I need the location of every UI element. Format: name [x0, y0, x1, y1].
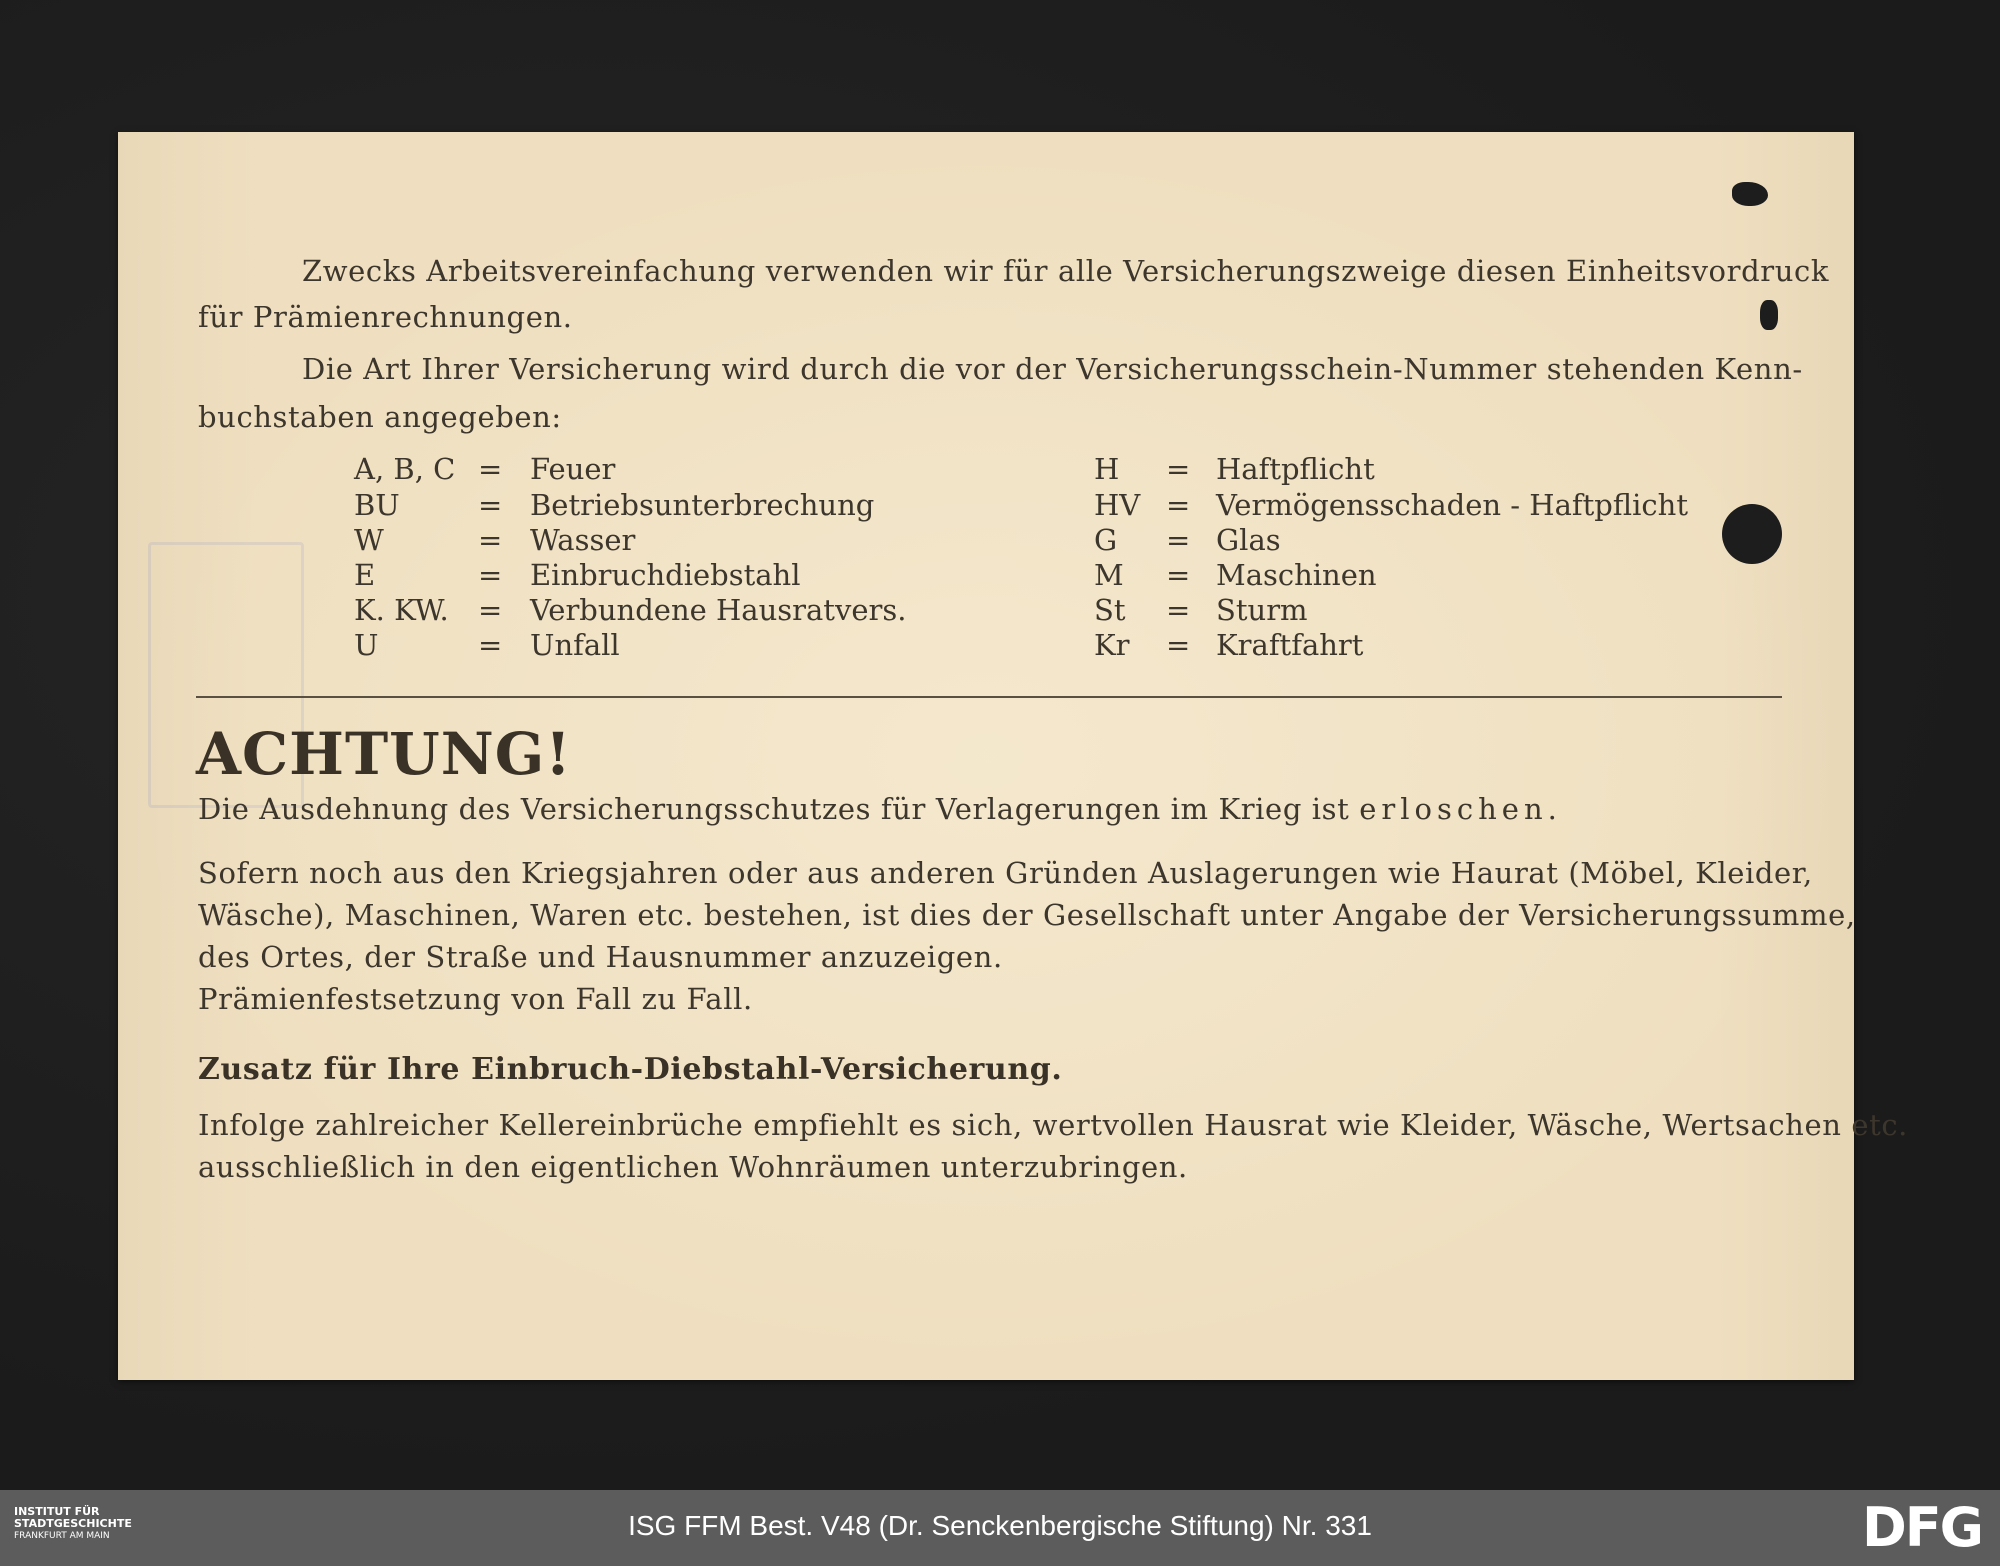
intro-line-1: Zwecks Arbeitsvereinfachung verwenden wir für alle Versicherungszweige diesen Einheitsvordruck — [302, 254, 1830, 288]
institute-line-3: FRANKFURT AM MAIN — [14, 1531, 110, 1541]
code: BU — [354, 488, 400, 522]
paragraph-line-2: Wäsche), Maschinen, Waren etc. bestehen, ist dies der Gesellschaft unter Angabe der Versicherungssumme, — [198, 898, 1856, 932]
code-label: Kraftfahrt — [1216, 628, 1364, 662]
code: H — [1094, 452, 1120, 486]
code-label: Einbruchdiebstahl — [530, 558, 801, 592]
kind-line-1: Die Art Ihrer Versicherung wird durch die vor der Versicherungsschein-Nummer stehenden Kenn- — [302, 352, 1803, 386]
code-label: Haftpflicht — [1216, 452, 1375, 486]
code-label: Verbundene Hausratvers. — [530, 593, 907, 627]
institute-line-1: INSTITUT FÜR — [14, 1505, 100, 1518]
torn-mark — [1732, 182, 1768, 206]
archive-footer — [0, 1490, 2000, 1566]
code-label: Unfall — [530, 628, 620, 662]
punch-hole — [1722, 504, 1782, 564]
equals: = — [478, 488, 503, 522]
section-divider — [196, 696, 1782, 698]
dfg-logo: DFG — [1861, 1496, 1982, 1559]
kind-line-2: buchstaben angegeben: — [198, 400, 562, 434]
equals: = — [478, 628, 503, 662]
code: W — [354, 523, 384, 557]
paragraph-line-1: Sofern noch aus den Kriegsjahren oder aus anderen Gründen Auslagerungen wie Haurat (Möbel, Kleider, — [198, 856, 1813, 890]
paragraph-line-3: des Ortes, der Straße und Hausnummer anzuzeigen. — [198, 940, 1003, 974]
code-label: Wasser — [530, 523, 636, 557]
paragraph-line-4: Prämienfestsetzung von Fall zu Fall. — [198, 982, 753, 1016]
code: St — [1094, 593, 1126, 627]
code-label: Betriebsunterbrechung — [530, 488, 875, 522]
code: HV — [1094, 488, 1141, 522]
notice-line — [198, 792, 1562, 826]
warning-heading: ACHTUNG! — [196, 720, 572, 788]
equals: = — [1166, 558, 1191, 592]
equals: = — [1166, 452, 1191, 486]
equals: = — [478, 558, 503, 592]
notice-prefix: Die Ausdehnung des Versicherungsschutzes für Verlagerungen im Krieg ist — [198, 792, 1350, 826]
equals: = — [1166, 523, 1191, 557]
supplement-heading: Zusatz für Ihre Einbruch-Diebstahl-Versicherung. — [198, 1052, 1063, 1087]
code-label: Glas — [1216, 523, 1281, 557]
document-card — [118, 132, 1908, 1380]
archive-reference: ISG FFM Best. V48 (Dr. Senckenbergische Stiftung) Nr. 331 — [628, 1510, 1372, 1541]
equals: = — [1166, 593, 1191, 627]
code: G — [1094, 523, 1118, 557]
code-label: Maschinen — [1216, 558, 1377, 592]
equals: = — [478, 452, 503, 486]
equals: = — [1166, 488, 1191, 522]
final-line-2: ausschließlich in den eigentlichen Wohnräumen unterzubringen. — [198, 1150, 1188, 1184]
code: Kr — [1094, 628, 1130, 662]
code: A, B, C — [354, 452, 456, 486]
code: K. KW. — [354, 593, 449, 627]
code-label: Sturm — [1216, 593, 1308, 627]
equals: = — [478, 523, 503, 557]
final-line-1: Infolge zahlreicher Kellereinbrüche empfiehlt es sich, wertvollen Hausrat wie Kleider, Wäsche, Wertsachen etc. — [198, 1108, 1908, 1142]
notice-emphasis: erloschen. — [1359, 792, 1562, 826]
code-label: Vermögensschaden - Haftpflicht — [1216, 488, 1689, 522]
code: E — [354, 558, 376, 592]
equals: = — [478, 593, 503, 627]
institute-line-2: STADTGESCHICHTE — [14, 1517, 132, 1530]
intro-line-2: für Prämienrechnungen. — [198, 300, 573, 334]
code: U — [354, 628, 379, 662]
torn-mark — [1760, 300, 1778, 330]
code: M — [1094, 558, 1124, 592]
code-label: Feuer — [530, 452, 616, 486]
equals: = — [1166, 628, 1191, 662]
